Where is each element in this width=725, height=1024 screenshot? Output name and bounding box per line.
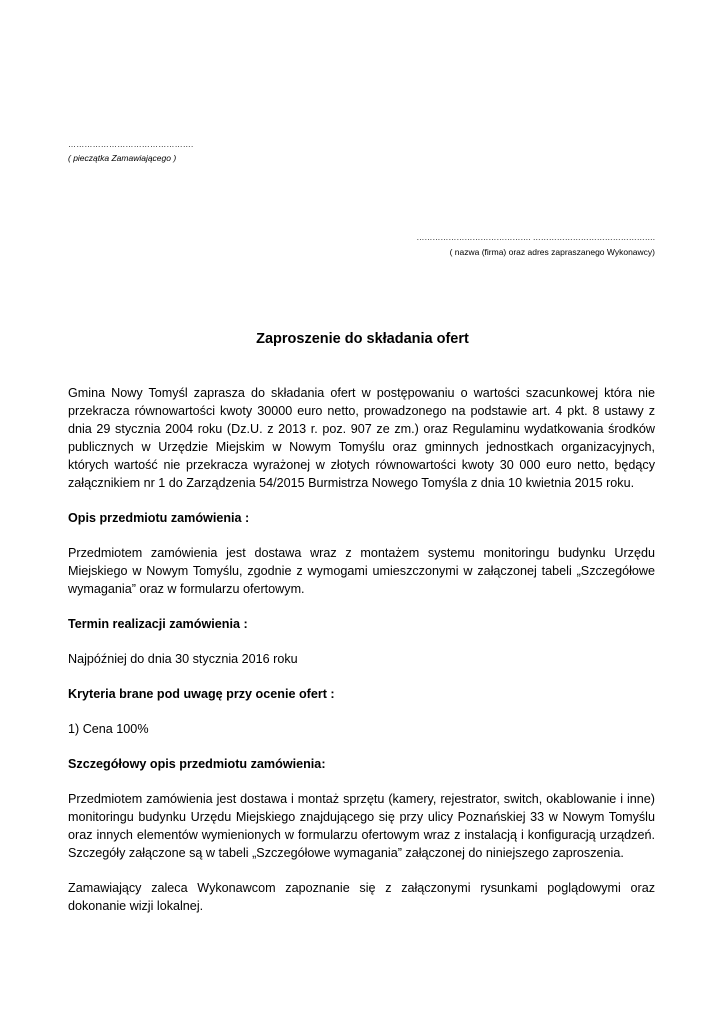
stamp-caption: ( pieczątka Zamawiającego ): [68, 153, 177, 163]
szczegolowy-heading: Szczegółowy opis przedmiotu zamówienia:: [68, 757, 326, 771]
intro-paragraph: Gmina Nowy Tomyśl zaprasza do składania ofert w postępowaniu o wartości szacunkowej która nie przekracza równowartości kwoty 30000 euro netto, prowadzonego na podstawie art. 4 pkt. 8 ustawy z dnia 29 stycznia 2004 roku (Dz.U. z 2013 r. poz. 907 ze zm.) oraz Regulaminu wydatkowania środków publicznych w Urzędzie Miejskim w Nowym Tomyślu oraz gminnych jednostkach organizacyjnych, których wartość nie przekracza wyrażonej w złotych równowartości kwoty 30 000 euro netto, będący załącznikiem nr 1 do Zarządzenia 54/2015 Burmistrza Nowego Tomyśla z dnia 10 kwietnia 2015 roku.: [68, 386, 655, 490]
contractor-caption: ( nazwa (firma) oraz adres zapraszanego Wykonawcy): [449, 247, 655, 257]
opis-paragraph: Przedmiotem zamówienia jest dostawa wraz z montażem systemu monitoringu budynku Urzędu Miejskiego w Nowym Tomyślu, zgodnie z wymogami umieszczonymi w załączonej tabeli „Szczegółowe wymagania” oraz w formularzu ofertowym.: [68, 546, 655, 596]
termin-paragraph: Najpóźniej do dnia 30 stycznia 2016 roku: [68, 652, 298, 666]
document-title: Zaproszenie do składania ofert: [256, 331, 469, 347]
stamp-signature-line: ……………………………………….: [68, 140, 194, 149]
document-body: [68, 384, 655, 915]
wizja-paragraph: Zamawiający zaleca Wykonawcom zapoznanie się z załączonymi rysunkami poglądowymi oraz dokonanie wizji lokalnej.: [68, 881, 655, 913]
szczegolowy-paragraph: Przedmiotem zamówienia jest dostawa i montaż sprzętu (kamery, rejestrator, switch, okablowanie i inne) monitoringu budynku Urzędu Miejskiego znajdującego się przy ulicy Poznańskiej 33 w Nowym Tomyślu oraz innych elementów wymienionych w formularzu ofertowym wraz z instalacją i konfiguracją urządzeń. Szczegóły załączone są w tabeli „Szczegółowe wymagania” załączonej do niniejszego zaproszenia.: [68, 792, 655, 860]
kryteria-paragraph: 1) Cena 100%: [68, 722, 149, 736]
termin-heading: Termin realizacji zamówienia :: [68, 617, 248, 631]
contractor-signature-line: ……………………………………. ……………………………………….: [416, 233, 655, 242]
kryteria-heading: Kryteria brane pod uwagę przy ocenie ofert :: [68, 687, 335, 701]
opis-heading: Opis przedmiotu zamówienia :: [68, 511, 250, 525]
